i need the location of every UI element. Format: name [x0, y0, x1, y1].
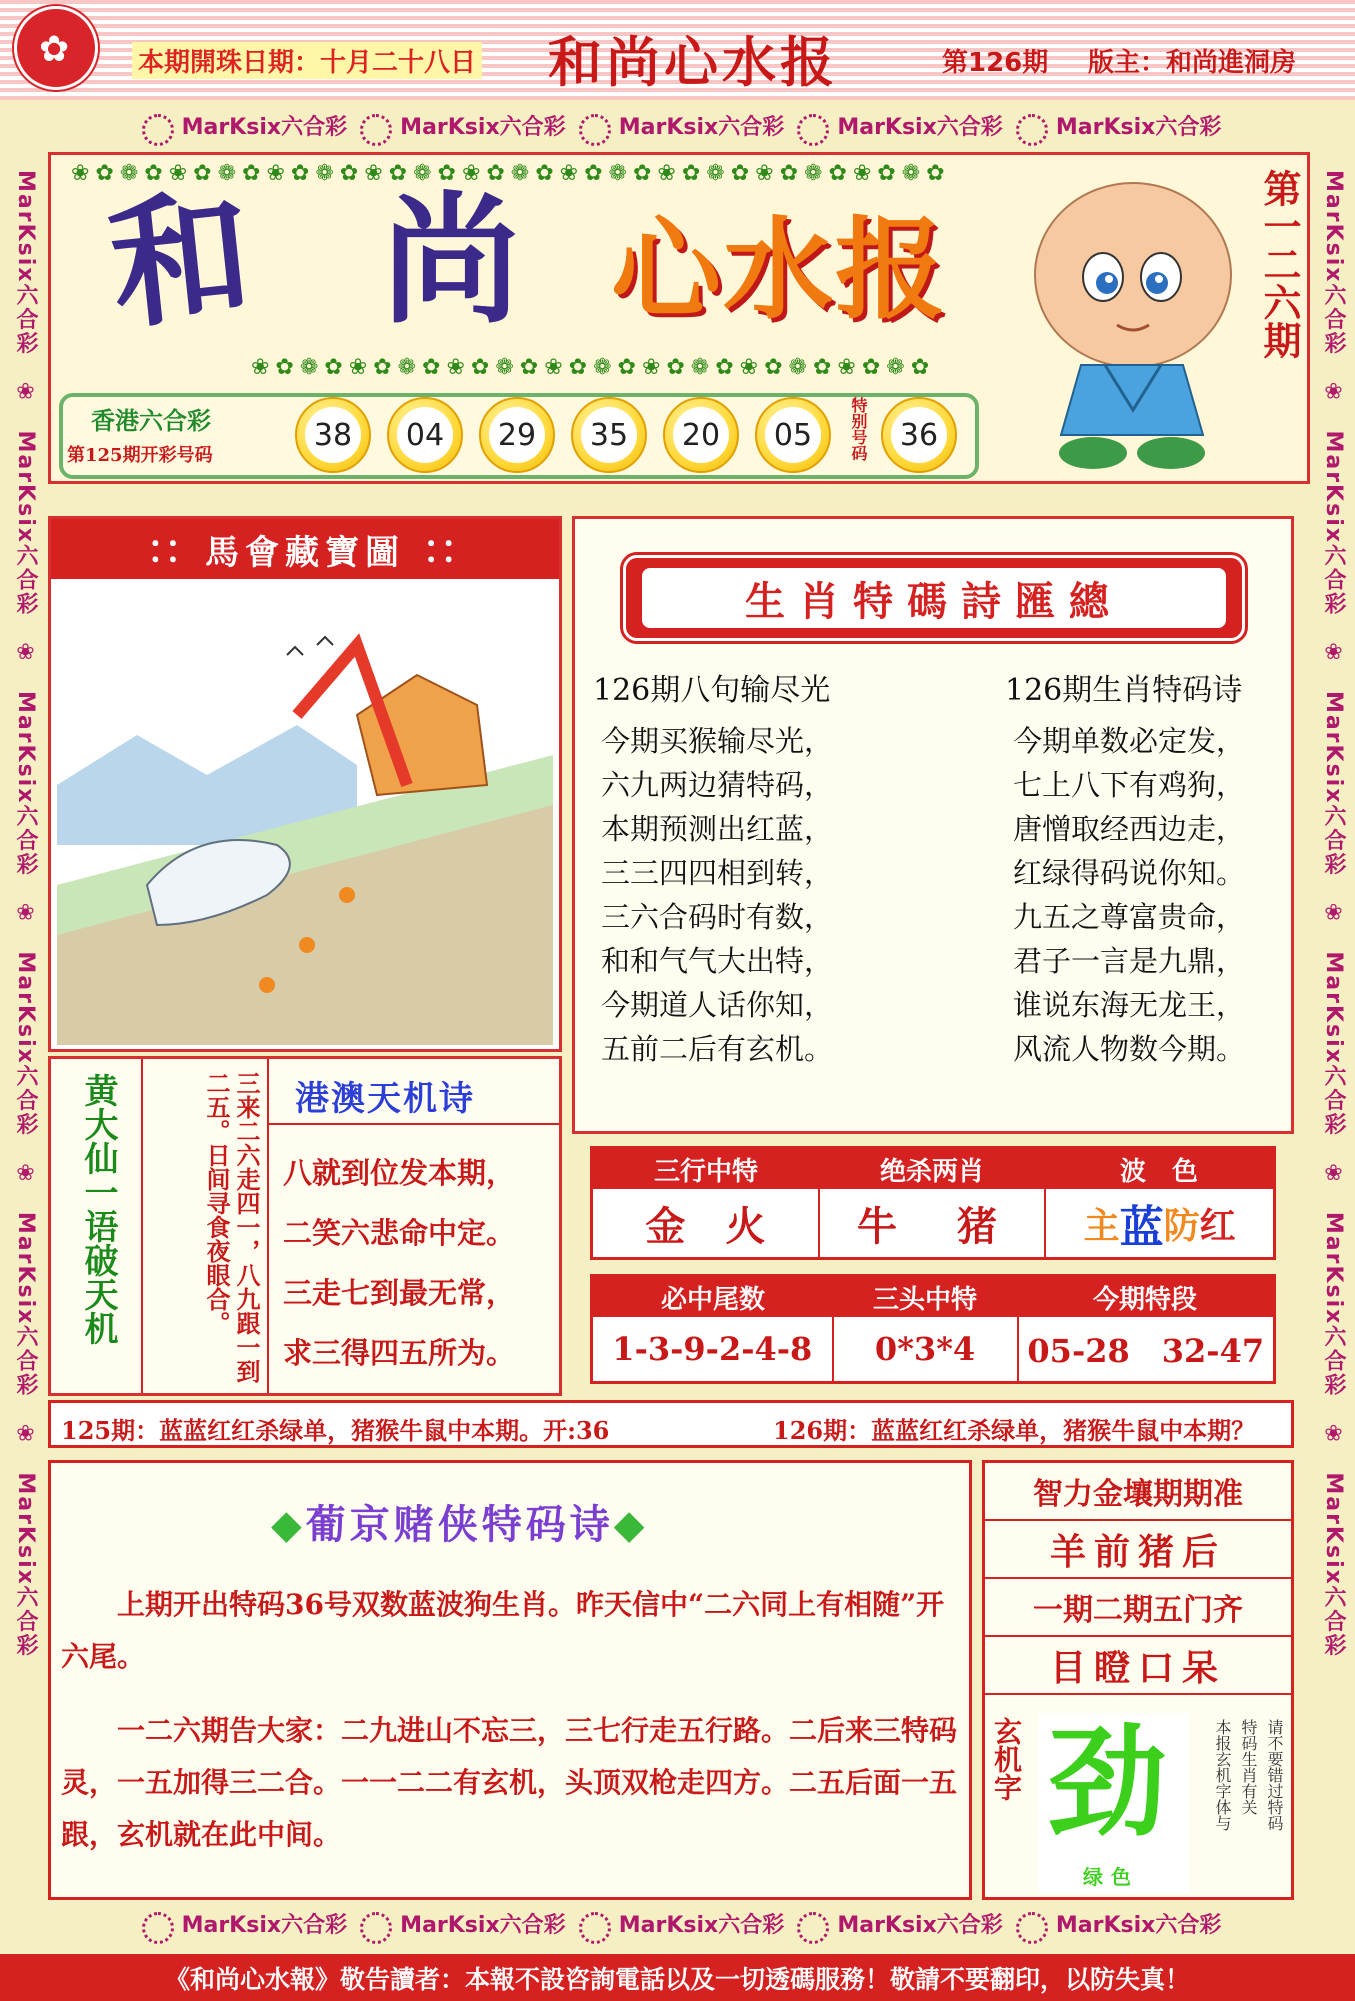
treasure-map-panel — [48, 516, 562, 1052]
riddle-previous: 125期：蓝蓝红红杀绿单，猪猴牛鼠中本期。开:36 — [61, 1416, 610, 1445]
gambler-poem-paragraph-1: 上期开出特码36号双数蓝波狗生肖。昨天信中“二六同上有相随”开六尾。 — [61, 1588, 945, 1673]
prediction-table-2 — [590, 1274, 1276, 1384]
last-draw-results — [59, 393, 979, 479]
prediction-table-1 — [590, 1146, 1276, 1260]
zodiac-poems-panel — [572, 516, 1294, 1134]
side-line-1: 智力金壤期期准 — [985, 1463, 1291, 1521]
treasure-map-title: ∷ 馬會藏寶圖 ∷ — [51, 519, 559, 579]
number-ball: 20 — [663, 397, 739, 473]
zodiac-poems-title-box — [623, 555, 1245, 641]
header-three-elements: 三行中特 — [653, 1156, 758, 1187]
gang-ao-poem: 八就到位发本期， 二笑六悲命中定。 三走七到最无常， 求三得四五所为。 — [283, 1156, 516, 1370]
value-special-range: 05-28 32-47 — [1027, 1332, 1265, 1370]
prediction-table-2-header — [593, 1277, 1273, 1317]
mystery-label: 玄机字 — [990, 1717, 1023, 1801]
divider — [141, 1059, 143, 1393]
title-char-he: 和 — [102, 172, 260, 350]
number-ball: 29 — [479, 397, 555, 473]
side-line-3: 一期二期五门齐 — [985, 1579, 1291, 1637]
side-hints-panel — [982, 1460, 1294, 1900]
wong-tai-sin-title: 黄大仙一语破天机 — [78, 1073, 118, 1345]
mystery-char: 劲 — [1047, 1712, 1167, 1853]
gang-ao-title: 港澳天机诗 — [295, 1079, 475, 1119]
number-ball: 05 — [755, 397, 831, 473]
special-number-ball: 36 — [881, 397, 957, 473]
side-line-2: 羊前猪后 — [985, 1521, 1291, 1579]
left-poem: 今期买猴输尽光， 六九两边猜特码， 本期预测出红蓝， 三三四四相到转， 三六合码时有数， 和和气气大出特， 今期道人话你知， 五前二后有玄机。 — [601, 724, 834, 1066]
gambler-poem-paragraph-2: 一二六期告大家：二九进山不忘三，三七行走五行路。二后来三特码灵，一五加得三二合。一一二二有玄机，头顶双枪走四方。二五后面一五跟，玄机就在此中间。 — [61, 1714, 958, 1851]
value-kill-zodiac: 牛 猪 — [820, 1189, 1047, 1257]
gambler-poem-panel — [48, 1460, 972, 1900]
lottery-name: 香港六合彩 — [91, 407, 211, 435]
riddle-line — [48, 1400, 1294, 1448]
header-special-range: 今期特段 — [1092, 1284, 1197, 1315]
title-xinshuibao: 心水报 — [611, 205, 947, 334]
prediction-table-2-values — [593, 1317, 1273, 1381]
hk-emblem-logo: ✿ — [14, 6, 98, 90]
monk-mascot-image — [1021, 165, 1251, 475]
value-elements: 金 火 — [593, 1189, 820, 1257]
left-brand-strip: MarKsix六合彩 ❀ MarKsix六合彩 ❀ MarKsix六合彩 ❀ MarKsix六合彩 ❀ MarKsix六合彩 ❀ MarKsix六合彩 — [13, 170, 38, 1658]
issue-number: 第126期 — [942, 48, 1049, 78]
value-wave-color: 主 蓝 防 红 — [1083, 1202, 1236, 1253]
flower-garland-bottom: ❀✿❁✿❀✿❁✿❀✿❁✿❀✿❁✿❀✿❁✿❀✿❁✿❀✿❁✿ — [251, 355, 936, 380]
header-kill-two: 绝杀两肖 — [879, 1156, 984, 1187]
prediction-table-1-values — [593, 1189, 1273, 1257]
draw-date: 本期開珠日期：十月二十八日 — [132, 42, 482, 79]
masthead — [48, 152, 1310, 484]
mystery-char-note: 绿色 — [1083, 1865, 1139, 1889]
footer-notice: 《和尚心水報》敬告讀者：本報不設咨詢電話以及一切透碼服務！敬請不要翻印，以防失真！ — [164, 1964, 1190, 1994]
header-tail-numbers: 必中尾数 — [660, 1284, 765, 1315]
editor-label: 版主：和尚進洞房 — [1088, 48, 1297, 78]
last-issue-label: 第125期开彩号码 — [67, 445, 213, 466]
wong-tai-sin-verse: 三来二六走四一，八九跟一到二五。日间寻食夜眼合。 — [202, 1071, 261, 1383]
mystery-note: 请不要错过特码 特码生肖有关 本报玄机字体与 — [1213, 1719, 1284, 1831]
right-poem: 今期单数必定发， 七上八下有鸡狗， 唐憎取经西边走， 红绿得码说你知。 九五之尊富贵命， 君子一言是九鼎， 谁说东海无龙王， 风流人物数今期。 — [1013, 724, 1246, 1066]
left-poem-heading: 126期八句输尽光 — [593, 673, 831, 708]
number-ball: 38 — [295, 397, 371, 473]
bottom-brand-strip: MarKsix六合彩 MarKsix六合彩 MarKsix六合彩 MarKsix六合彩 MarKsix六合彩 — [0, 1908, 1355, 1950]
paper-title: 和尚心水报 — [548, 31, 838, 94]
value-three-heads: 0*3*4 — [834, 1317, 1019, 1381]
header-wave-color: 波 色 — [1119, 1156, 1198, 1187]
mystery-char-box — [1039, 1713, 1189, 1893]
title-char-shang: 尚 — [381, 179, 522, 343]
number-ball: 35 — [571, 397, 647, 473]
right-brand-strip: MarKsix六合彩 ❀ MarKsix六合彩 ❀ MarKsix六合彩 ❀ MarKsix六合彩 ❀ MarKsix六合彩 ❀ MarKsix六合彩 — [1321, 170, 1346, 1658]
flower-garland-top: ❀✿❁✿❀✿❁✿❀✿❁✿❀✿❁✿❀✿❁✿❀✿❁✿❀✿❁✿❀✿❁✿❀✿❁✿ — [71, 161, 951, 186]
divider — [267, 1059, 269, 1393]
side-line-4: 目瞪口呆 — [985, 1637, 1291, 1695]
special-number-label: 特别号码 — [849, 397, 868, 461]
issue-vertical: 第一二六期 — [1257, 169, 1302, 359]
treasure-map-illustration — [57, 585, 553, 1045]
gambler-poem-title: ◆葡京赌侠特码诗◆ — [271, 1501, 649, 1548]
divider — [269, 1123, 559, 1125]
footer-notice-bar — [0, 1954, 1355, 2001]
zodiac-poems-title: 生肖特碼詩匯總 — [642, 568, 1226, 628]
number-ball: 04 — [387, 397, 463, 473]
header-three-heads: 三头中特 — [872, 1284, 977, 1315]
prediction-table-1-header — [593, 1149, 1273, 1189]
top-header — [0, 0, 1355, 100]
wong-tai-sin-panel — [48, 1056, 562, 1396]
top-brand-strip: MarKsix六合彩 MarKsix六合彩 MarKsix六合彩 MarKsix六合彩 MarKsix六合彩 — [0, 110, 1355, 152]
value-tail-numbers: 1-3-9-2-4-8 — [593, 1317, 834, 1381]
riddle-current: 126期：蓝蓝红红杀绿单，猪猴牛鼠中本期？ — [773, 1416, 1256, 1445]
right-poem-heading: 126期生肖特码诗 — [1005, 673, 1243, 708]
